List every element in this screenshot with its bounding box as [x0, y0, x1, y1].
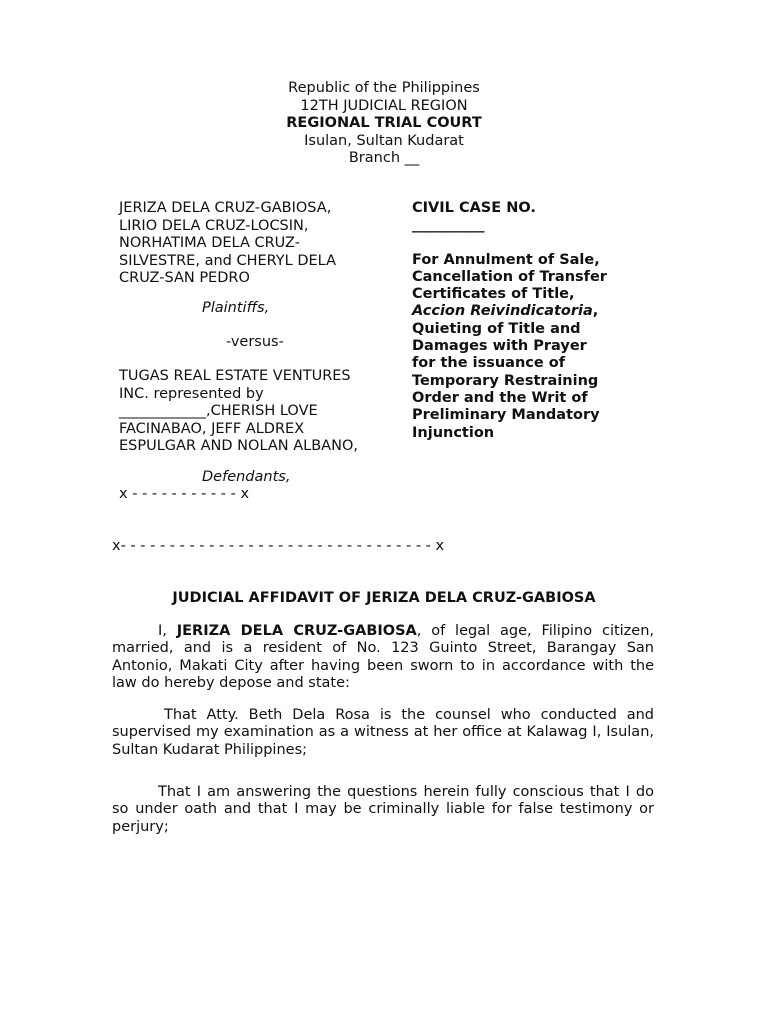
- case-title-part1: For Annulment of Sale, Cancellation of Transfer Certificates of Title,: [412, 251, 607, 303]
- header-court-name: REGIONAL TRIAL COURT: [286, 115, 482, 131]
- case-title: [412, 252, 612, 442]
- case-caption: [119, 200, 399, 502]
- plaintiffs-label: Plaintiffs,: [202, 300, 270, 316]
- versus-label: -versus-: [226, 334, 284, 350]
- header-location: Isulan, Sultan Kudarat: [304, 132, 464, 149]
- header-republic: Republic of the Philippines: [288, 80, 480, 96]
- caption-x-line: x - - - - - - - - - - - x: [119, 486, 250, 502]
- p1-prefix: I,: [158, 623, 177, 639]
- case-title-italic: Accion Reivindicatoria: [412, 303, 593, 320]
- header-branch: Branch __: [348, 150, 420, 166]
- case-info: [412, 200, 612, 442]
- paragraph-counsel: That Atty. Beth Dela Rosa is the counsel who conducted and supervised my examination as a witness at her office at Kalawag I, Isulan, Sultan Kudarat Philippines;: [112, 707, 654, 758]
- p1-rest: , of legal age, Filipino citizen, married, and is a resident of No. 123 Guinto Street, Barangay San Antonio, Makati City after having been sworn to in accordance with the law do hereby depose and state:: [112, 623, 655, 691]
- affiant-name: JERIZA DELA CRUZ-GABIOSA: [176, 623, 417, 639]
- affidavit-title: JUDICIAL AFFIDAVIT OF JERIZA DELA CRUZ-GABIOSA: [172, 590, 596, 606]
- civil-case-label: CIVIL CASE NO.: [412, 200, 536, 216]
- case-title-part2: , Quieting of Title and Damages with Prayer for the issuance of Temporary Restraining Order and the Writ of Preliminary Mandatory Injunction: [412, 303, 600, 441]
- header-judicial-region: 12TH JUDICIAL REGION: [300, 97, 468, 114]
- plaintiffs-names: JERIZA DELA CRUZ-GABIOSA, LIRIO DELA CRUZ-LOCSIN, NORHATIMA DELA CRUZ- SILVESTRE, and CHERYL DELA CRUZ-SAN PEDRO: [119, 200, 336, 286]
- defendants-label: Defendants,: [202, 469, 291, 485]
- paragraph-identity: [112, 623, 654, 692]
- paragraph-oath: That I am answering the questions herein fully conscious that I do so under oath and that I may be criminally liable for false testimony or perjury;: [112, 784, 654, 835]
- civil-case-number: __________: [412, 217, 485, 234]
- section-divider: x- - - - - - - - - - - - - - - - - - - - - - - - - - - - - - - - x: [112, 538, 445, 554]
- court-header: [0, 80, 768, 168]
- defendants-names: TUGAS REAL ESTATE VENTURES INC. represented by ____________,CHERISH LOVE FACINABAO, JEFF ALDREX ESPULGAR AND NOLAN ALBANO,: [119, 368, 358, 454]
